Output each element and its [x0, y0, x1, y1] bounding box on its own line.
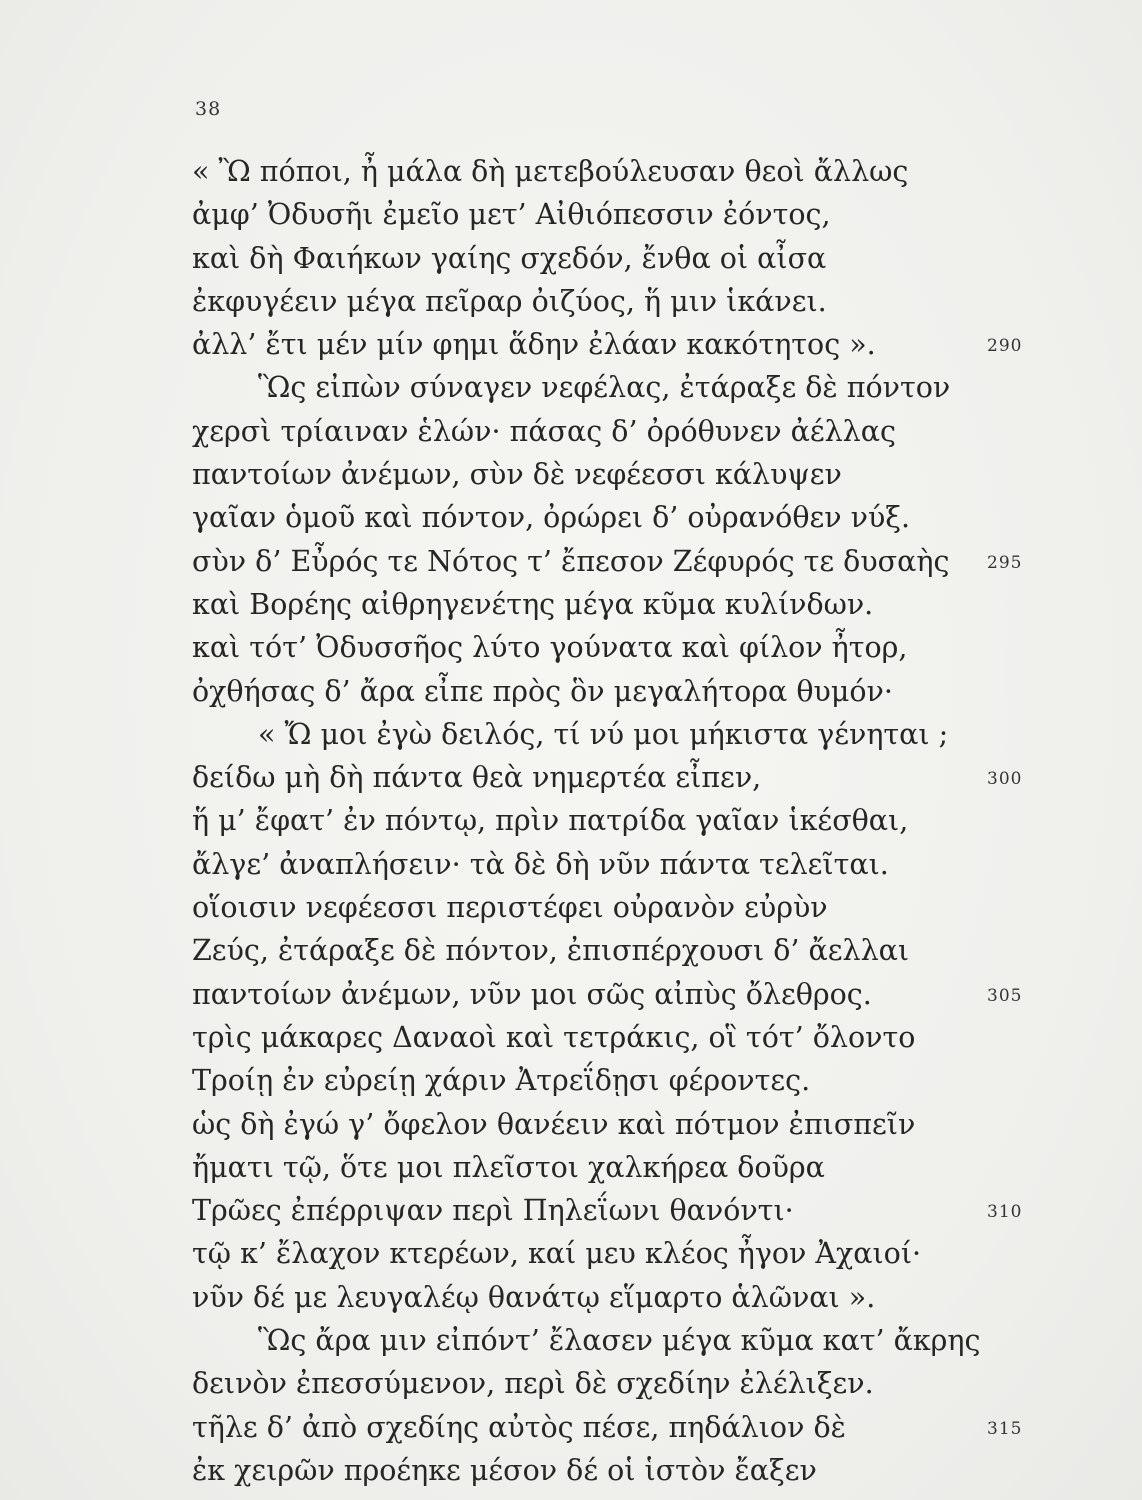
- verse-text: δείδω μὴ δὴ πάντα θεὰ νημερτέα εἶπεν,: [192, 761, 762, 795]
- verse-line: [192, 1189, 1072, 1232]
- verse-line: [192, 496, 1072, 539]
- verse-text: Ζεύς, ἐτάραξε δὲ πόντον, ἐπισπέρχουσι δ’ ἄελλαι: [192, 934, 910, 968]
- verse-text: δεινὸν ἐπεσσύμενον, περὶ δὲ σχεδίην ἐλέλιξεν.: [192, 1367, 874, 1401]
- verse-text: Τροίῃ ἐν εὐρείῃ χάριν Ἀτρεΐδῃσι φέροντες.: [192, 1064, 811, 1098]
- verse-text: ἐκφυγέειν μέγα πεῖραρ ὀιζύος, ἥ μιν ἱκάνει.: [192, 284, 827, 318]
- verse-line: [192, 193, 1072, 236]
- verse-line: [192, 929, 1072, 972]
- verse-line: [192, 1016, 1072, 1059]
- verse-line: [192, 756, 1072, 799]
- verse-text: « Ὤ μοι ἐγὼ δειλός, τί νύ μοι μήκιστα γένηται ;: [258, 717, 949, 751]
- verse-text: ἀμφ’ Ὀδυσῆι ἐμεῖο μετ’ Αἰθιόπεσσιν ἐόντος,: [192, 198, 831, 232]
- verse-line: [192, 453, 1072, 496]
- verse-line: [192, 1232, 1072, 1275]
- verse-line: [192, 1362, 1072, 1405]
- verse-line: [192, 150, 1072, 193]
- verse-line: [192, 323, 1072, 366]
- verse-text: ὡς δὴ ἐγώ γ’ ὄφελον θανέειν καὶ πότμον ἐπισπεῖν: [192, 1107, 916, 1141]
- line-number: 300: [987, 769, 1023, 790]
- verse-line: [192, 1319, 1072, 1362]
- verse-text: τῷ κ’ ἔλαχον κτερέων, καί μευ κλέος ἦγον Ἀχαιοί·: [192, 1237, 922, 1271]
- verse-text: Τρῶες ἐπέρριψαν περὶ Πηλεΐωνι θανόντι·: [192, 1194, 794, 1228]
- verse-text: καὶ δὴ Φαιήκων γαίης σχεδόν, ἔνθα οἱ αἶσα: [192, 241, 827, 275]
- verse-line: [192, 670, 1072, 713]
- verse-text: τρὶς μάκαρες Δαναοὶ καὶ τετράκις, οἳ τότ’ ὄλοντο: [192, 1020, 916, 1054]
- verse-text: ἤματι τῷ, ὅτε μοι πλεῖστοι χαλκήρεα δοῦρα: [192, 1150, 825, 1184]
- line-number: 310: [987, 1202, 1023, 1223]
- verse-line: [192, 626, 1072, 669]
- verse-text: ἄλγε’ ἀναπλήσειν· τὰ δὲ δὴ νῦν πάντα τελεῖται.: [192, 847, 889, 881]
- line-number: 315: [987, 1418, 1023, 1439]
- verse-line: [192, 1406, 1072, 1449]
- verse-list: [192, 150, 1072, 1492]
- verse-text: οἵοισιν νεφέεσσι περιστέφει οὐρανὸν εὐρὺν: [192, 891, 828, 925]
- verse-line: [192, 1449, 1072, 1492]
- verse-line: [192, 237, 1072, 280]
- verse-text: ἐκ χειρῶν προέηκε μέσον δέ οἱ ἱστὸν ἔαξεν: [192, 1453, 817, 1487]
- verse-line: [192, 410, 1072, 453]
- verse-line: [192, 583, 1072, 626]
- verse-text: Ὣς εἰπὼν σύναγεν νεφέλας, ἐτάραξε δὲ πόντον: [258, 371, 951, 405]
- line-number: 290: [987, 336, 1023, 357]
- verse-line: [192, 1059, 1072, 1102]
- verse-text: ἀλλ’ ἔτι μέν μίν φημι ἅδην ἐλάαν κακότητος ».: [192, 328, 876, 362]
- verse-text: ὀχθήσας δ’ ἄρα εἶπε πρὸς ὃν μεγαλήτορα θυμόν·: [192, 674, 893, 708]
- verse-line: [192, 1146, 1072, 1189]
- verse-text: παντοίων ἀνέμων, νῦν μοι σῶς αἰπὺς ὄλεθρος.: [192, 977, 872, 1011]
- verse-text: ἥ μ’ ἔφατ’ ἐν πόντῳ, πρὶν πατρίδα γαῖαν ἱκέσθαι,: [192, 804, 909, 838]
- line-number: 295: [987, 552, 1023, 573]
- verse-text: γαῖαν ὁμοῦ καὶ πόντον, ὀρώρει δ’ οὐρανόθεν νύξ.: [192, 501, 911, 535]
- verse-text: παντοίων ἀνέμων, σὺν δὲ νεφέεσσι κάλυψεν: [192, 458, 842, 492]
- verse-line: [192, 713, 1072, 756]
- verse-line: [192, 843, 1072, 886]
- verse-text: χερσὶ τρίαιναν ἑλών· πάσας δ’ ὀρόθυνεν ἀέλλας: [192, 414, 896, 448]
- verse-line: [192, 280, 1072, 323]
- verse-line: [192, 1103, 1072, 1146]
- page-number: 38: [195, 98, 222, 120]
- verse-text: « Ὢ πόποι, ἦ μάλα δὴ μετεβούλευσαν θεοὶ ἄλλως: [192, 155, 909, 188]
- verse-line: [192, 973, 1072, 1016]
- verse-text: Ὣς ἄρα μιν εἰπόντ’ ἔλασεν μέγα κῦμα κατ’ ἄκρης: [258, 1324, 981, 1358]
- verse-line: [192, 540, 1072, 583]
- verse-text: τῆλε δ’ ἀπὸ σχεδίης αὐτὸς πέσε, πηδάλιον δὲ: [192, 1410, 846, 1444]
- verse-text: σὺν δ’ Εὖρός τε Νότος τ’ ἔπεσον Ζέφυρός τε δυσαὴς: [192, 544, 950, 578]
- verse-text: καὶ τότ’ Ὀδυσσῆος λύτο γούνατα καὶ φίλον ἦτορ,: [192, 631, 908, 665]
- verse-line: [192, 1276, 1072, 1319]
- line-number: 305: [987, 985, 1023, 1006]
- verse-line: [192, 799, 1072, 842]
- verse-text: καὶ Βορέης αἰθρηγενέτης μέγα κῦμα κυλίνδων.: [192, 587, 874, 621]
- verse-line: [192, 886, 1072, 929]
- verse-text: νῦν δέ με λευγαλέῳ θανάτῳ εἵμαρτο ἁλῶναι ».: [192, 1280, 876, 1314]
- verse-line: [192, 366, 1072, 409]
